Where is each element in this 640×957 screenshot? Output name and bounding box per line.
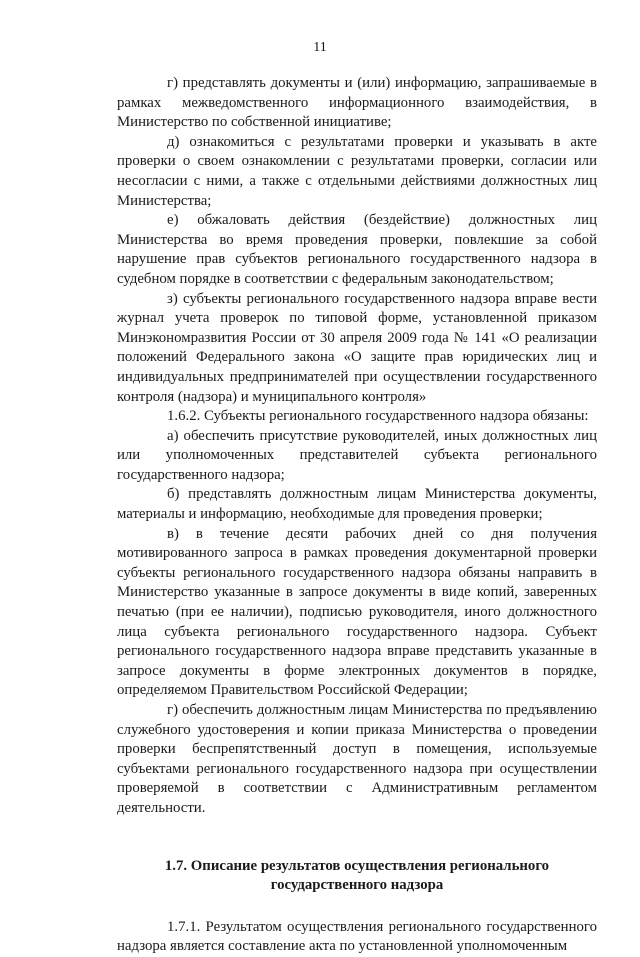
paragraph-g-ensure-access: г) обеспечить должностным лицам Министерства по предъявлению служебного удостоверения и копии приказа Министерства о проведении проверки беспрепятственный доступ в помещения, используемые субъектами регионального государственного надзора при осуществлении проверяемой в соответствии с Административным регламентом деятельности. [117, 702, 597, 816]
paragraph-d-review-results: д) ознакомиться с результатами проверки и указывать в акте проверки о своем ознакомлении с результатами проверки, согласии или несогласии с ними, а также с отдельными действиями должностных лиц Министерства; [117, 133, 597, 209]
paragraph-v-submit-copies: в) в течение десяти рабочих дней со дня получения мотивированного запроса в рамках проведения документарной проверки субъекты регионального государственного надзора обязаны направить в Министерство указанные в запросе документы в виде копий, заверенных печатью (при ее наличии), подписью руководителя, иного должностного лица субъекта регионального государственного надзора. Субъект регионального государственного надзора вправе представить указанные в запросе документы в форме электронных документов в порядке, определяемом Правительством Российской Федерации; [117, 525, 597, 699]
section-heading-1-7 [117, 857, 597, 896]
section-heading-line-2: государственного надзора [270, 877, 444, 894]
paragraph-a-ensure-presence: а) обеспечить присутствие руководителей, иных должностных лиц или уполномоченных представителей субъекта регионального государственного надзора; [117, 427, 597, 483]
paragraph-z-inspection-log: з) субъекты регионального государственного надзора вправе вести журнал учета проверок по типовой форме, установленной приказом Минэкономразвития России от 30 апреля 2009 года № 141 «О реализации положений Федерального закона «О защите прав юридических лиц и индивидуальных предпринимателей при осуществлении государственного контроля (надзора) и муниципального контроля» [117, 290, 597, 405]
document-body [117, 74, 597, 957]
page-number: 11 [313, 40, 327, 55]
paragraph-1-7-1-result: 1.7.1. Результатом осуществления регионального государственного надзора является составление акта по установленной уполномоченным [117, 918, 597, 955]
paragraph-1-6-2-obligations: 1.6.2. Субъекты регионального государственного надзора обязаны: [167, 408, 589, 425]
paragraph-b-provide-materials: б) представлять должностным лицам Министерства документы, материалы и информацию, необходимые для проведения проверки; [117, 486, 597, 523]
paragraph-e-appeal-actions: е) обжаловать действия (бездействие) должностных лиц Министерства во время проведения проверки, повлекшие за собой нарушение прав субъектов регионального государственного надзора в судебном порядке в соответствии с федеральным законодательством; [117, 212, 597, 287]
section-heading-line-1: 1.7. Описание результатов осуществления регионального [164, 857, 550, 874]
paragraph-g-submit-documents: г) представлять документы и (или) информацию, запрашиваемые в рамках межведомственного информационного взаимодействия, в Министерство по собственной инициативе; [117, 75, 597, 131]
